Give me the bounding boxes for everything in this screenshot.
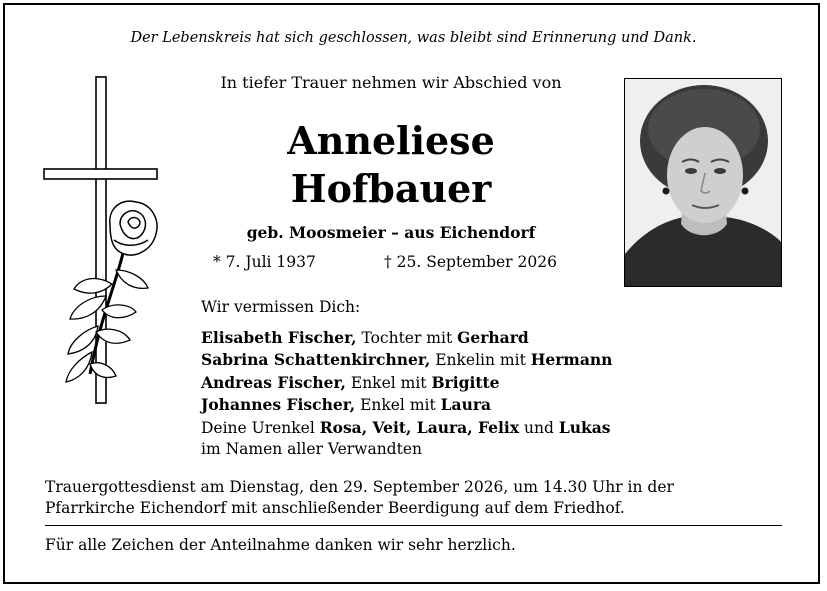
mourner-row: Johannes Fischer, Enkel mit Laura xyxy=(201,395,492,414)
divider xyxy=(45,525,782,526)
last-name: Hofbauer xyxy=(290,166,492,211)
portrait-photo xyxy=(624,78,782,287)
portrait-image xyxy=(625,79,782,287)
miss-line: Wir vermissen Dich: xyxy=(201,298,361,316)
mourners-list xyxy=(201,297,612,461)
service-line-2: Pfarrkirche Eichendorf mit anschließender Beerdigung auf dem Friedhof. xyxy=(45,499,625,517)
mourner-row: Sabrina Schattenkirchner, Enkelin mit Hermann xyxy=(201,350,613,369)
funeral-service-info xyxy=(45,477,785,519)
relatives-line: im Namen aller Verwandten xyxy=(201,440,422,458)
deceased-name xyxy=(160,117,622,213)
death-date: † 25. September 2026 xyxy=(384,253,557,271)
thanks-line: Für alle Zeichen der Anteilnahme danken wir sehr herzlich. xyxy=(45,536,516,554)
great-grandchildren-row: Deine Urenkel Rosa, Veit, Laura, Felix und Lukas xyxy=(201,417,611,437)
mourner-row: Elisabeth Fischer, Tochter mit Gerhard xyxy=(201,327,529,347)
intro-line: In tiefer Trauer nehmen wir Abschied von xyxy=(220,73,562,92)
service-line-1: Trauergottesdienst am Dienstag, den 29. September 2026, um 14.30 Uhr in der xyxy=(45,478,674,496)
mourner-row: Andreas Fischer, Enkel mit Brigitte xyxy=(201,372,500,392)
motto-text: Der Lebenskreis hat sich geschlossen, was bleibt sind Erinnerung und Dank. xyxy=(130,30,697,46)
cross-with-rose-icon xyxy=(40,74,162,406)
first-name: Anneliese xyxy=(287,118,495,163)
birth-name-origin: geb. Moosmeier – aus Eichendorf xyxy=(246,223,536,242)
birth-date: * 7. Juli 1937 xyxy=(213,253,316,271)
